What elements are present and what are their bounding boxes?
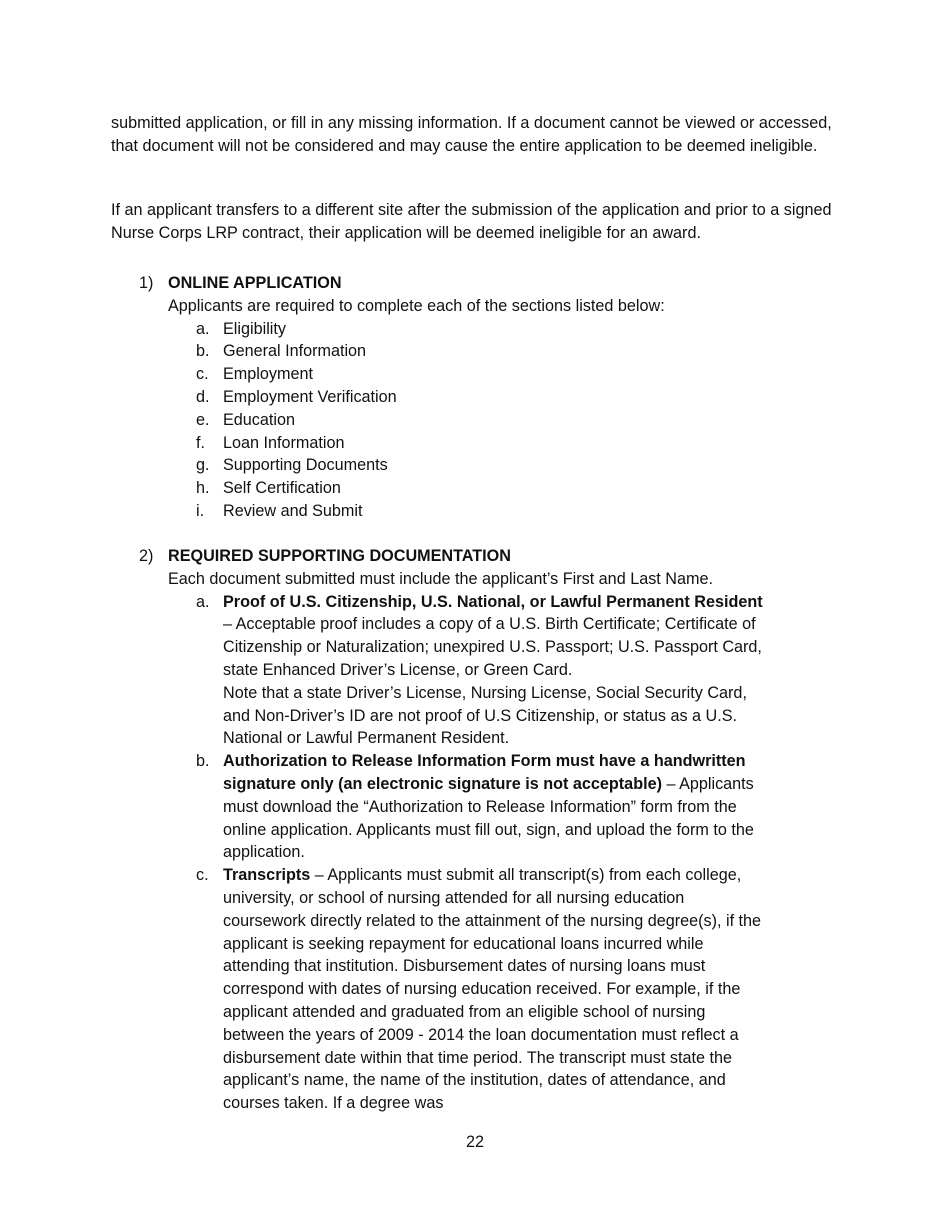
- page-number: 22: [465, 1133, 484, 1151]
- item-text: – Applicants must download the “Authorization to Release Information” form from the online application. Applicants must fill out, sign, and upload the form to the application.: [223, 774, 754, 862]
- list-item-text: Self Certification: [223, 479, 341, 498]
- list-marker: d.: [196, 387, 210, 406]
- list-item: [111, 409, 839, 432]
- list-marker: c.: [196, 866, 209, 885]
- list-item: [111, 477, 839, 500]
- list-marker: a.: [196, 319, 210, 338]
- list-marker: b.: [196, 752, 210, 771]
- list-item-text: Eligibility: [223, 319, 286, 338]
- list-item: [111, 386, 839, 409]
- item-heading: Authorization to Release Information Form must have a handwritten signature only (an electronic signature is not acceptable): [223, 752, 746, 793]
- item-heading: Proof of U.S. Citizenship, U.S. National, or Lawful Permanent Resident: [223, 592, 763, 611]
- section-title: ONLINE APPLICATION: [168, 274, 342, 292]
- list-item-text: General Information: [223, 342, 367, 361]
- list-item: [111, 363, 839, 386]
- section-heading: [111, 272, 839, 295]
- list-marker: a.: [196, 592, 210, 611]
- section-heading: [111, 545, 839, 568]
- list-marker: c.: [196, 365, 209, 384]
- section-number: 2): [139, 547, 154, 565]
- list-item-citizenship-proof: [111, 591, 768, 751]
- list-item-text: Employment: [223, 365, 313, 384]
- list-item: [111, 318, 839, 341]
- section-online-application: [111, 272, 839, 523]
- item-text: – Applicants must submit all transcript(s) from each college, university, or school of nursing attended for all nursing education coursework directly related to the attainment of the nursing degree(s), if the applicant is seeking repayment for educational loans incurred while attending that institution. Disbursement dates of nursing loans must correspond with dates of nursing education received. For example, if the applicant attended and graduated from an eligible school of nursing between the years of 2009 - 2014 the loan documentation must reflect a disbursement date within that time period. The transcript must state the applicant’s name, the name of the institution, dates of attendance, and courses taken. If a degree was: [223, 866, 762, 1113]
- list-marker: f.: [196, 433, 205, 452]
- supporting-documents-list: [111, 591, 839, 1115]
- paragraph-site-transfer: If an applicant transfers to a different site after the submission of the application and prior to a signed Nurse Corps LRP contract, their application will be deemed ineligible for an award.: [111, 201, 832, 242]
- list-item: [111, 500, 839, 523]
- list-marker: g.: [196, 456, 210, 475]
- list-item-authorization-form: [111, 750, 768, 864]
- list-marker: e.: [196, 410, 210, 429]
- list-item-text: Loan Information: [223, 433, 345, 452]
- list-item-text: Supporting Documents: [223, 456, 388, 475]
- item-note: Note that a state Driver’s License, Nursing License, Social Security Card, and Non-Driver’s ID are not proof of U.S Citizenship, or status as a U.S. National or Lawful Permanent Resident.: [223, 683, 747, 748]
- section-number: 1): [139, 274, 154, 292]
- list-item: [111, 432, 839, 455]
- list-marker: i.: [196, 501, 205, 520]
- list-item: [111, 340, 839, 363]
- list-item-text: Review and Submit: [223, 501, 363, 520]
- list-item: [111, 454, 839, 477]
- list-marker: b.: [196, 342, 210, 361]
- section-title: REQUIRED SUPPORTING DOCUMENTATION: [168, 547, 511, 565]
- paragraph-missing-information: submitted application, or fill in any missing information. If a document cannot be viewed or accessed, that document will not be considered and may cause the entire application to be deemed ineligible.: [111, 114, 832, 155]
- list-marker: h.: [196, 479, 210, 498]
- section-required-supporting-documentation: [111, 545, 839, 1115]
- list-item-text: Employment Verification: [223, 387, 397, 406]
- list-item-text: Education: [223, 410, 295, 429]
- item-heading: Transcripts: [223, 866, 311, 885]
- item-text: – Acceptable proof includes a copy of a U.S. Birth Certificate; Certificate of Citizenship or Naturalization; unexpired U.S. Passport; U.S. Passport Card, state Enhanced Driver’s License, or Green Card.: [223, 615, 762, 679]
- list-item-transcripts: [111, 864, 768, 1115]
- section-intro: Each document submitted must include the applicant’s First and Last Name.: [168, 569, 713, 588]
- section-intro: Applicants are required to complete each of the sections listed below:: [168, 296, 665, 315]
- application-sections-list: [111, 318, 839, 523]
